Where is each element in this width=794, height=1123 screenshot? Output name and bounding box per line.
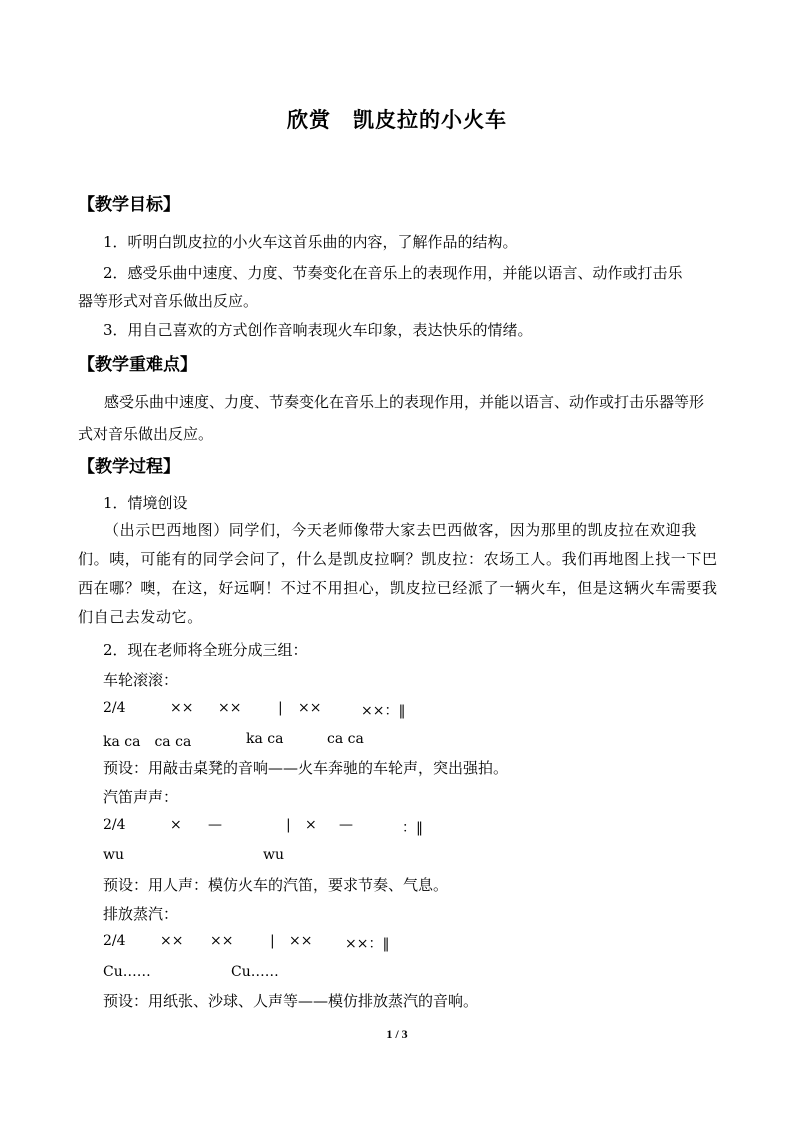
- rhythm-line-wheels: [0, 700, 794, 720]
- goal-item-1: 1．听明白凯皮拉的小火车这首乐曲的内容，了解作品的结构。: [103, 233, 518, 251]
- bar-line: |: [286, 817, 291, 833]
- syllable: Cu……: [103, 964, 151, 980]
- rhythm-note: ×: [170, 817, 182, 833]
- syllable: ka ca ca ca: [103, 734, 192, 750]
- rhythm-line-steam: [0, 933, 794, 953]
- rhythm-note: ×: [305, 817, 317, 833]
- step1-text: （出示巴西地图）同学们，今天老师像带大家去巴西做客，因为那里的凯皮拉在欢迎我们。咦，可能有的同学会问了，什么是凯皮拉啊？凯皮拉：农场工人。我们再地图上找一下巴西在哪？噢，在这，好远啊！不过不用担心，凯皮拉已经派了一辆火车，但是这辆火车需要我们自己去发动它。: [78, 521, 718, 626]
- group-name-wheels: 车轮滚滚：: [103, 671, 179, 689]
- meter: 2/4: [103, 817, 126, 833]
- group-name-whistle: 汽笛声声：: [103, 788, 179, 806]
- syllable: wu: [103, 847, 124, 863]
- section-heading-goals: 【教学目标】: [78, 195, 180, 215]
- repeat-sign: ：‖: [402, 820, 423, 836]
- syllable: wu: [263, 847, 284, 863]
- meter: 2/4: [103, 700, 126, 716]
- key-points-text: 感受乐曲中速度、力度、节奏变化在音乐上的表现作用，并能以语言、动作或打击乐器等形式对音乐做出反应。: [78, 393, 705, 443]
- syllable-line-steam: [0, 964, 794, 984]
- rhythm-line-whistle: [0, 817, 794, 837]
- rhythm-note: ××: [218, 700, 242, 716]
- goal-item-3: 3．用自己喜欢的方式创作音响表现火车印象，表达快乐的情绪。: [103, 321, 533, 339]
- page-number: 1 / 3: [386, 1027, 408, 1041]
- rhythm-dash: —: [339, 817, 353, 833]
- syllable: ca ca: [327, 731, 364, 747]
- rhythm-note: ××: [160, 933, 184, 949]
- meter: 2/4: [103, 933, 126, 949]
- section-heading-key-points: 【教学重难点】: [78, 355, 197, 375]
- section-heading-process: 【教学过程】: [78, 457, 180, 477]
- rhythm-note-repeat: ××：‖: [361, 703, 406, 719]
- preset-steam: 预设：用纸张、沙球、人声等——模仿排放蒸汽的音响。: [103, 992, 479, 1010]
- rhythm-note-repeat: ××：‖: [345, 936, 390, 952]
- preset-wheels: 预设：用敲击桌凳的音响——火车奔驰的车轮声，突出强拍。: [103, 759, 509, 777]
- step2-title: 2．现在老师将全班分成三组：: [103, 641, 308, 659]
- syllable-line-whistle: [0, 847, 794, 867]
- rhythm-note: ××: [289, 933, 313, 949]
- syllable: Cu……: [231, 964, 279, 980]
- group-name-steam: 排放蒸汽：: [103, 905, 179, 923]
- goal-item-2-cont: 器等形式对音乐做出反应。: [78, 292, 259, 310]
- rhythm-note: ××: [210, 933, 234, 949]
- preset-whistle: 预设：用人声：模仿火车的汽笛，要求节奏、气息。: [103, 876, 449, 894]
- goal-item-2: 2．感受乐曲中速度、力度、节奏变化在音乐上的表现作用，并能以语言、动作或打击乐: [103, 264, 683, 282]
- syllable-line-wheels: [0, 731, 794, 751]
- rhythm-dash: —: [208, 817, 222, 833]
- page-title: 欣赏 凯皮拉的小火车: [287, 107, 507, 132]
- rhythm-note: ××: [298, 700, 322, 716]
- step1-title: 1．情境创设: [103, 494, 188, 512]
- bar-line: |: [278, 700, 283, 716]
- rhythm-note: ××: [170, 700, 194, 716]
- syllable: ka ca: [246, 731, 284, 747]
- bar-line: |: [270, 933, 275, 949]
